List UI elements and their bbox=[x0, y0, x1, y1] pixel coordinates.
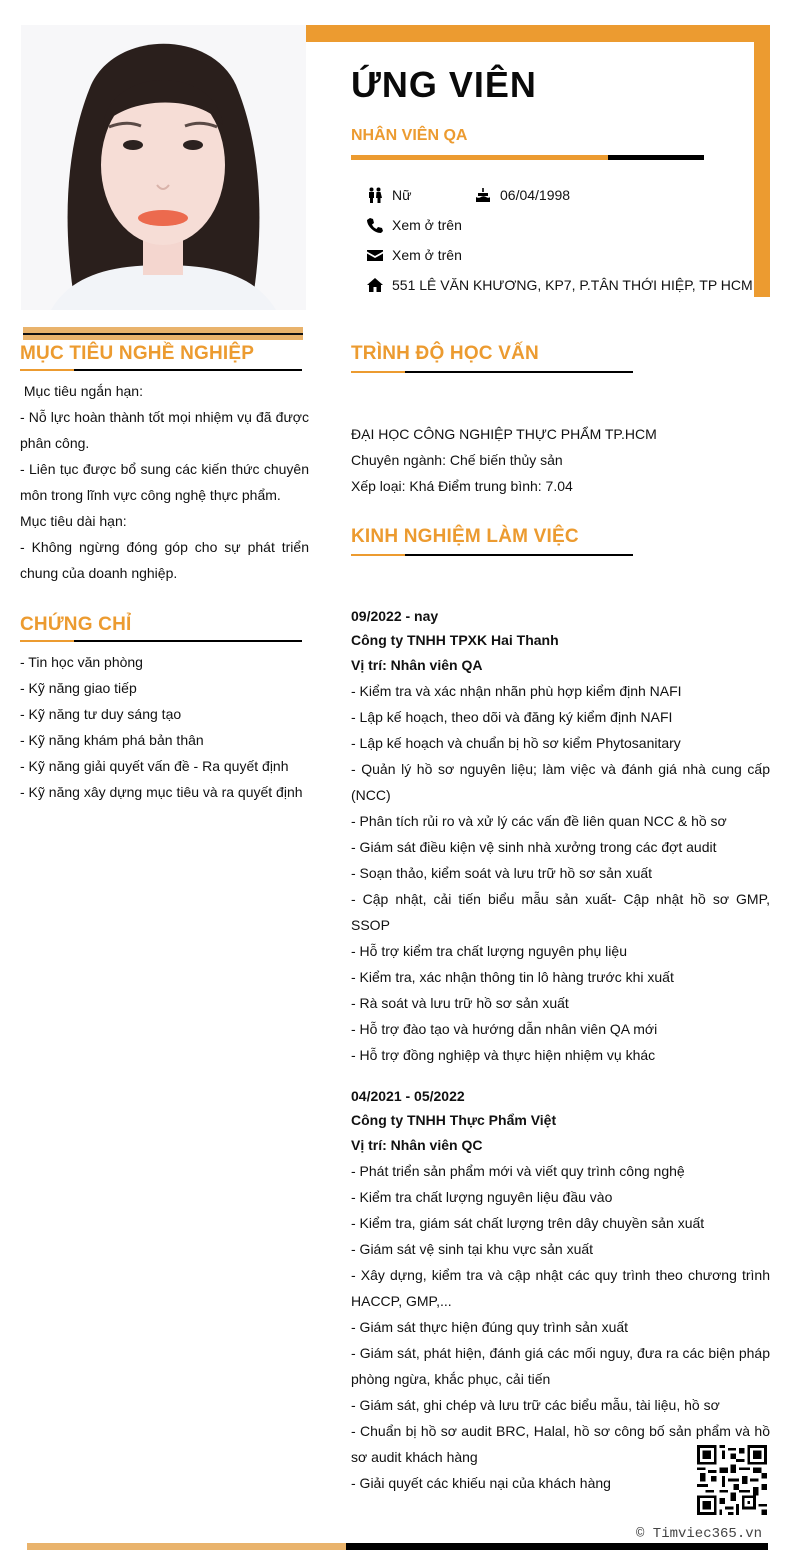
objective-line: Mục tiêu ngắn hạn: bbox=[20, 383, 143, 399]
copyright-text: © Timviec365.vn bbox=[636, 1526, 763, 1542]
certificate-item: - Tin học văn phòng bbox=[20, 654, 143, 670]
job-duty: - Kiểm tra và xác nhận nhãn phù hợp kiểm định NAFI bbox=[351, 683, 682, 699]
job-duty: - Kiểm tra, xác nhận thông tin lô hàng trước khi xuất bbox=[351, 969, 674, 985]
section-rule-objective bbox=[20, 369, 302, 371]
home-icon bbox=[366, 277, 384, 293]
job-duty: - Phát triển sản phẩm mới và viết quy trình công nghệ bbox=[351, 1163, 685, 1179]
job-duty: - Kiểm tra chất lượng nguyên liệu đầu vào bbox=[351, 1189, 613, 1205]
section-title-certificates: CHỨNG CHỈ bbox=[20, 614, 132, 635]
header-frame-right bbox=[754, 25, 770, 297]
objective-text bbox=[20, 378, 309, 586]
objective-line: - Nỗ lực hoàn thành tốt mọi nhiệm vụ đã được phân công. bbox=[20, 409, 309, 451]
job-duty: - Hỗ trợ đồng nghiệp và thực hiện nhiệm vụ khác bbox=[351, 1047, 656, 1063]
job-duty: - Soạn thảo, kiểm soát và lưu trữ hồ sơ sản xuất bbox=[351, 865, 653, 881]
section-title-education: TRÌNH ĐỘ HỌC VẤN bbox=[351, 343, 539, 364]
phone-icon bbox=[366, 217, 384, 233]
job-duty: - Rà soát và lưu trữ hồ sơ sản xuất bbox=[351, 995, 569, 1011]
candidate-name: ỨNG VIÊN bbox=[351, 64, 537, 105]
address-row bbox=[366, 275, 753, 295]
qr-code-icon bbox=[697, 1445, 767, 1515]
grade: Xếp loại: Khá Điểm trung bình: 7.04 bbox=[351, 478, 573, 494]
people-icon bbox=[366, 187, 384, 203]
job-duty: - Chuẩn bị hồ sơ audit BRC, Halal, hồ sơ công bố sản phẩm và hồ sơ audit khách hàng bbox=[351, 1423, 770, 1465]
portrait-image bbox=[21, 25, 306, 310]
job-company: Công ty TNHH Thực Phẩm Việt bbox=[351, 1112, 557, 1128]
gender-value: Nữ bbox=[392, 187, 412, 203]
job-duty: - Giải quyết các khiếu nại của khách hàng bbox=[351, 1475, 611, 1491]
certificate-item: - Kỹ năng tư duy sáng tạo bbox=[20, 706, 182, 722]
footer-bar bbox=[27, 1543, 768, 1550]
objective-line: - Không ngừng đóng góp cho sự phát triển chung của doanh nghiệp. bbox=[20, 539, 309, 581]
email-row bbox=[366, 245, 462, 265]
section-title-experience: KINH NGHIỆM LÀM VIỆC bbox=[351, 526, 579, 547]
job-period: 04/2021 - 05/2022 bbox=[351, 1088, 465, 1104]
header-frame-top bbox=[306, 25, 770, 42]
certificate-item: - Kỹ năng giải quyết vấn đề - Ra quyết định bbox=[20, 758, 289, 774]
job-position: Vị trí: Nhân viên QA bbox=[351, 657, 483, 673]
decorative-band bbox=[23, 327, 303, 340]
section-rule-education bbox=[351, 371, 633, 373]
envelope-icon bbox=[366, 247, 384, 263]
title-divider bbox=[351, 155, 704, 160]
job-duty: - Cập nhật, cải tiến biểu mẫu sản xuất- Cập nhật hồ sơ GMP, SSOP bbox=[351, 891, 770, 933]
gender-row bbox=[366, 185, 411, 205]
birthday-cake-icon bbox=[474, 187, 492, 203]
job-duty: - Lập kế hoạch và chuẩn bị hồ sơ kiểm Phytosanitary bbox=[351, 735, 681, 751]
objective-line: - Liên tục được bổ sung các kiến thức chuyên môn trong lĩnh vực công nghệ thực phẩm. bbox=[20, 461, 309, 503]
certificates-list bbox=[20, 649, 315, 805]
school-name: ĐẠI HỌC CÔNG NGHIỆP THỰC PHẨM TP.HCM bbox=[351, 426, 657, 442]
birthday-row bbox=[474, 185, 570, 205]
address-value: 551 LÊ VĂN KHƯƠNG, KP7, P.TÂN THỚI HIỆP, TP HCM bbox=[392, 277, 753, 293]
job-duty: - Quản lý hồ sơ nguyên liệu; làm việc và đánh giá nhà cung cấp (NCC) bbox=[351, 761, 770, 803]
section-rule-experience bbox=[351, 554, 633, 556]
objective-line: Mục tiêu dài hạn: bbox=[20, 513, 127, 529]
job-entry-2 bbox=[351, 1084, 770, 1496]
job-title: NHÂN VIÊN QA bbox=[351, 127, 468, 144]
job-position: Vị trí: Nhân viên QC bbox=[351, 1137, 483, 1153]
certificate-item: - Kỹ năng giao tiếp bbox=[20, 680, 137, 696]
job-duty: - Giám sát vệ sinh tại khu vực sản xuất bbox=[351, 1241, 594, 1257]
job-duty: - Giám sát điều kiện vệ sinh nhà xưởng trong các đợt audit bbox=[351, 839, 717, 855]
job-duty: - Kiểm tra, giám sát chất lượng trên dây chuyền sản xuất bbox=[351, 1215, 705, 1231]
certificate-item: - Kỹ năng xây dựng mục tiêu và ra quyết định bbox=[20, 784, 303, 800]
job-duty: - Giám sát, phát hiện, đánh giá các mối nguy, đưa ra các biện pháp phòng ngừa, khắc phục, cải tiến bbox=[351, 1345, 770, 1387]
email-value: Xem ở trên bbox=[392, 247, 462, 263]
job-duty: - Lập kế hoạch, theo dõi và đăng ký kiểm định NAFI bbox=[351, 709, 673, 725]
certificate-item: - Kỹ năng khám phá bản thân bbox=[20, 732, 204, 748]
job-duty: - Hỗ trợ đào tạo và hướng dẫn nhân viên QA mới bbox=[351, 1021, 658, 1037]
candidate-photo bbox=[21, 25, 306, 310]
section-title-objective: MỤC TIÊU NGHỀ NGHIỆP bbox=[20, 343, 255, 364]
section-rule-certificates bbox=[20, 640, 302, 642]
education-details bbox=[351, 421, 771, 499]
phone-row bbox=[366, 215, 462, 235]
major: Chuyên ngành: Chế biến thủy sản bbox=[351, 452, 563, 468]
job-duty: - Phân tích rủi ro và xử lý các vấn đề liên quan NCC & hồ sơ bbox=[351, 813, 727, 829]
job-duty: - Xây dựng, kiểm tra và cập nhật các quy trình theo chương trình HACCP, GMP,... bbox=[351, 1267, 770, 1309]
birthday-value: 06/04/1998 bbox=[500, 187, 571, 203]
job-period: 09/2022 - nay bbox=[351, 608, 439, 624]
job-duty: - Giám sát thực hiện đúng quy trình sản xuất bbox=[351, 1319, 629, 1335]
job-duty: - Giám sát, ghi chép và lưu trữ các biểu mẫu, tài liệu, hồ sơ bbox=[351, 1397, 720, 1413]
phone-value: Xem ở trên bbox=[392, 217, 462, 233]
job-company: Công ty TNHH TPXK Hai Thanh bbox=[351, 632, 559, 648]
job-duty: - Hỗ trợ kiểm tra chất lượng nguyên phụ liệu bbox=[351, 943, 627, 959]
job-entry-1 bbox=[351, 604, 770, 1068]
